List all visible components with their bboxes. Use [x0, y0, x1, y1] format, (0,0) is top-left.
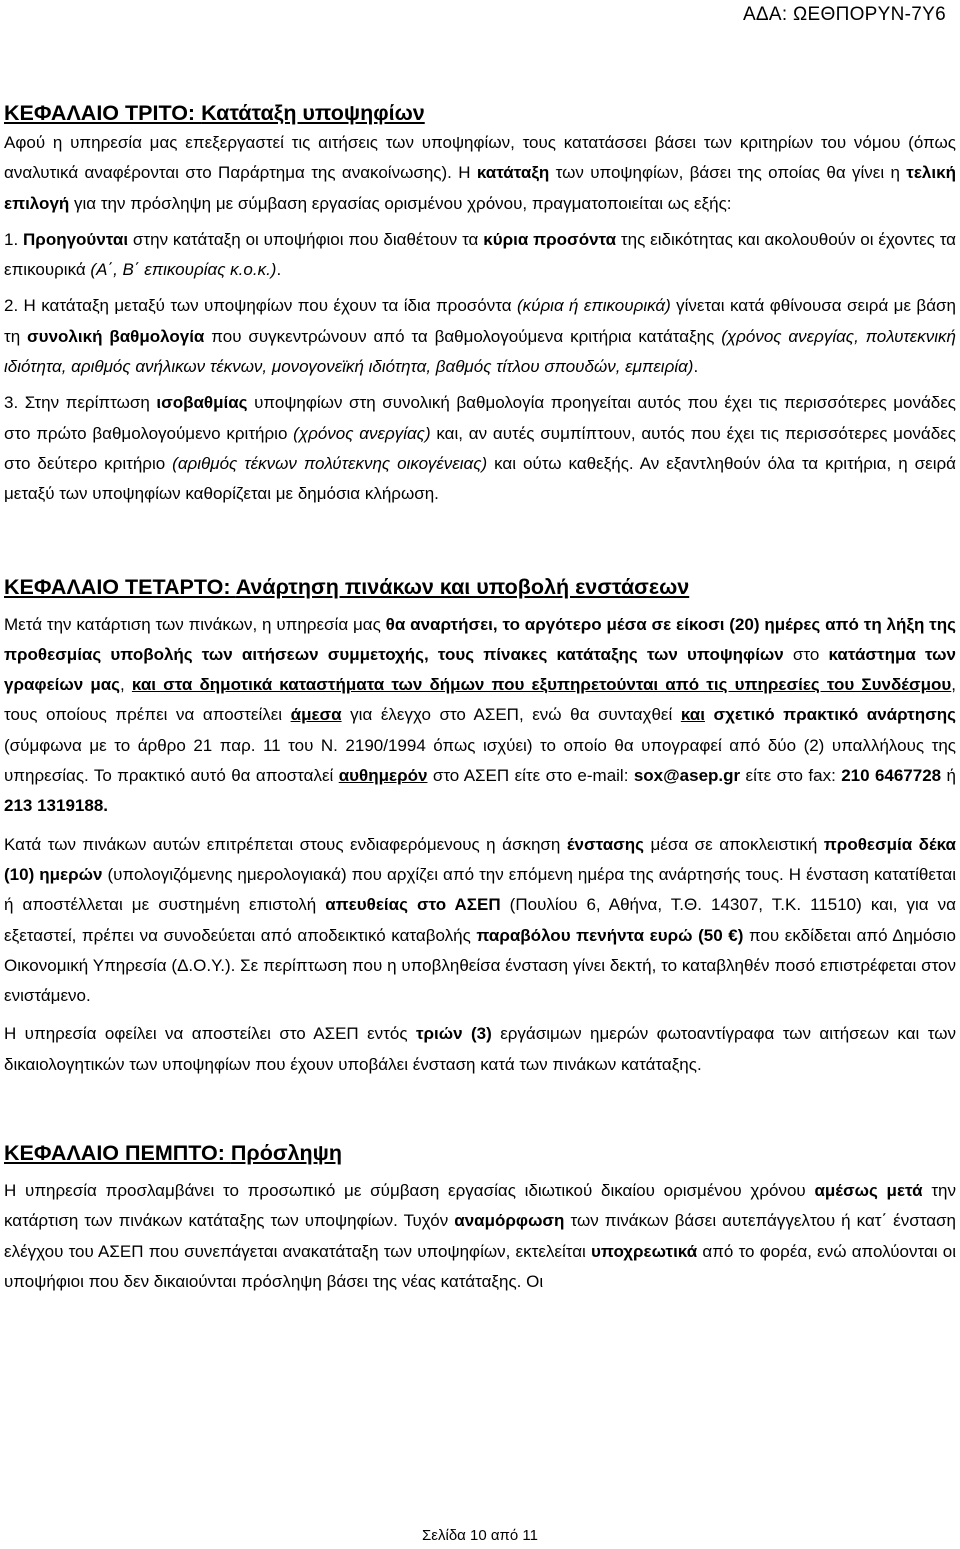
- bold-text: αμέσως μετά: [814, 1181, 923, 1201]
- text-span: από το φορέα, ενώ απολύονται οι υποψήφιοι που δεν δικαιούνται πρόσληψη βάσει της νέας κατάταξης. Οι: [4, 1241, 956, 1291]
- bold-text: τελική επιλογή: [4, 163, 956, 213]
- text-span: της ειδικότητας και ακολουθούν οι έχοντες τα επικουρικά: [4, 229, 956, 280]
- bold-text: θα αναρτήσει, το αργότερο μέσα σε είκοσι (20) ημέρες από τη λήξη της προθεσμίας υποβολής των αιτήσεων συμμετοχής, τους πίνακες κατάταξης των υποψηφίων: [4, 614, 956, 664]
- list-number: 1.: [4, 229, 24, 249]
- bold-text: παραβόλου πενήντα ευρώ (50 €): [476, 925, 744, 945]
- text-span: για έλεγχο στο ΑΣΕΠ, ενώ θα συνταχθεί: [341, 705, 681, 725]
- chapter-5-paragraph-1: [4, 1176, 956, 1297]
- text-span: ή: [941, 766, 956, 786]
- bold-text: κύρια προσόντα: [483, 229, 617, 249]
- text-span: μέσα σε αποκλειστική: [644, 834, 824, 854]
- text-span: και ούτω καθεξής. Αν εξαντληθούν όλα τα κριτήρια, η σειρά μεταξύ των υποψηφίων καθορίζεται με δημόσια κλήρωση.: [4, 453, 957, 504]
- text-span: των πινάκων βάσει αυτεπάγγελτου ή κατ΄ ένσταση ελέγχου του ΑΣΕΠ που συνεπάγεται ανακατάταξη των υποψηφίων, εκτελείται: [4, 1211, 956, 1261]
- bold-underlined-text: αυθημερόν: [338, 766, 428, 786]
- text-span: την κατάρτιση των πινάκων κατάταξης των υποψηφίων. Τυχόν: [4, 1181, 957, 1231]
- text-span: υποψηφίων στη συνολική βαθμολογία προηγείται αυτός που έχει τις περισσότερες μονάδες στο πρώτο βαθμολογούμενο κριτήριο: [4, 393, 957, 443]
- chapter-4-title: [4, 572, 956, 602]
- chapter-4-paragraph-2: [4, 830, 956, 1012]
- chapter-3-point-2: [4, 291, 956, 382]
- chapter-3-title-prefix: ΚΕΦΑΛΑΙΟ ΤΡΙΤΟ:: [4, 101, 202, 125]
- chapter-5-title-prefix: ΚΕΦΑΛΑΙΟ ΠΕΜΠΤΟ:: [4, 1141, 231, 1166]
- chapter-5-title: [4, 1138, 956, 1168]
- chapter-3-title-text: Κατάταξη υποψηφίων: [201, 101, 425, 125]
- italic-text: (χρόνος ανεργίας, πολυτεκνική ιδιότητα, αριθμός ανήλικων τέκνων, μονογονεϊκή ιδιότητα, βαθμός τίτλου σπουδών, εμπειρία): [4, 326, 956, 377]
- bold-text: κατάταξη: [476, 163, 550, 183]
- bold-text: υποχρεωτικά: [591, 1241, 698, 1261]
- bold-text: Προηγούνται: [23, 229, 129, 249]
- chapter-5-title-text: Πρόσληψη: [230, 1141, 342, 1166]
- text-span: που συγκεντρώνουν από τα βαθμολογούμενα κριτήρια κατάταξης: [204, 326, 722, 346]
- bold-text: αναμόρφωση: [454, 1211, 565, 1231]
- text-span: (σύμφωνα με το άρθρο 21 παρ. 11 του Ν. 2190/1994 όπως ισχύει) το οποίο θα υπογραφεί από δύο (2) υπαλλήλους της υπηρεσίας. Το πρακτικό αυτό θα αποσταλεί: [4, 735, 956, 786]
- bold-text: προθεσμία δέκα (10) ημερών: [4, 834, 956, 884]
- text-span: 3. Στην περίπτωση: [4, 393, 157, 413]
- text-span: (Πουλίου 6, Αθήνα, Τ.Θ. 14307, Τ.Κ. 11510) και, για να εξεταστεί, πρέπει να συνοδεύεται από αποδεικτικό καταβολής: [4, 895, 956, 945]
- text-span: [705, 705, 714, 724]
- bold-underlined-text: και στα δημοτικά καταστήματα των δήμων που εξυπηρετούνται από τις υπηρεσίες του Συνδέσμου: [131, 675, 952, 695]
- text-span: για την πρόσληψη με σύμβαση εργασίας ορισμένου χρόνου, πραγματοποιείται ως εξής:: [69, 193, 732, 213]
- chapter-4-title-prefix: ΚΕΦΑΛΑΙΟ ΤΕΤΑΡΤΟ:: [4, 574, 236, 599]
- text-span: είτε στο fax:: [740, 766, 842, 786]
- document-body: [4, 98, 956, 1297]
- text-span: , τους οποίους πρέπει να αποστείλει: [4, 675, 956, 725]
- text-span: των υποψηφίων, βάσει της οποίας θα γίνει η: [549, 163, 907, 183]
- text-span: Η υπηρεσία προσλαμβάνει το προσωπικό με σύμβαση εργασίας ιδιωτικού δικαίου ορισμένου χρόνου: [4, 1181, 815, 1201]
- text-span: στο ΑΣΕΠ είτε στο e-mail:: [427, 766, 634, 786]
- bold-text: ένστασης: [566, 834, 645, 854]
- bold-underlined-text: άμεσα: [290, 705, 342, 725]
- bold-underlined-text: και: [680, 705, 705, 725]
- fax-number: 210 6467728: [841, 766, 942, 786]
- text-span: και, αν αυτές συμπίπτουν, αυτός που έχει τις περισσότερες μονάδες στο δεύτερο κριτήριο: [4, 423, 956, 473]
- text-span: (υπολογιζόμενης ημερολογιακά) που αρχίζει από την επόμενη ημέρα της ανάρτησής τους. Η ένσταση κατατίθεται ή αποστέλλεται με συστημένη επιστολή: [4, 864, 957, 915]
- chapter-3-point-3: [4, 388, 956, 509]
- bold-text: σχετικό πρακτικό ανάρτησης: [713, 705, 956, 725]
- chapter-3-intro: [4, 128, 956, 219]
- fax-number: 213 1319188.: [4, 796, 108, 816]
- italic-text: (χρόνος ανεργίας): [293, 423, 431, 443]
- text-span: Η υπηρεσία οφείλει να αποστείλει στο ΑΣΕΠ εντός: [4, 1024, 416, 1044]
- chapter-4-paragraph-1: [4, 610, 956, 822]
- text-span: Μετά την κατάρτιση των πινάκων, η υπηρεσία μας: [4, 614, 386, 634]
- text-span: Κατά των πινάκων αυτών επιτρέπεται στους ενδιαφερόμενους η άσκηση: [4, 834, 567, 854]
- text-span: .: [693, 357, 699, 377]
- bold-text: απευθείας στο ΑΣΕΠ: [325, 895, 501, 915]
- text-span: .: [276, 260, 282, 280]
- text-span: ,: [120, 675, 132, 695]
- bold-text: ισοβαθμίας: [156, 393, 248, 413]
- chapter-4-paragraph-3: [4, 1019, 956, 1080]
- bold-text: κατάστημα των γραφείων μας: [4, 644, 956, 695]
- italic-text: (Α΄, Β΄ επικουρίας κ.ο.κ.): [90, 260, 277, 280]
- italic-text: (κύρια ή επικουρικά): [516, 296, 671, 316]
- text-span: στην κατάταξη οι υποψήφιοι που διαθέτουν τα: [128, 229, 484, 249]
- chapter-3-title: [4, 98, 956, 128]
- italic-text: (αριθμός τέκνων πολύτεκνης οικογένειας): [172, 453, 488, 473]
- text-span: γίνεται κατά φθίνουσα σειρά με βάση τη: [4, 296, 956, 346]
- bold-text: συνολική βαθμολογία: [27, 326, 205, 346]
- email-address: sox@asep.gr: [633, 766, 741, 786]
- document-id: ΑΔΑ: ΩΕΘΠΟΡΥΝ-7Υ6: [742, 4, 946, 25]
- text-span: στο: [783, 644, 829, 664]
- chapter-3-point-1: [4, 225, 956, 286]
- chapter-4-title-text: Ανάρτηση πινάκων και υποβολή ενστάσεων: [235, 574, 690, 599]
- page-number: Σελίδα 10 από 11: [422, 1527, 538, 1544]
- bold-text: τριών (3): [415, 1024, 492, 1044]
- text-span: Αφού η υπηρεσία μας επεξεργαστεί τις αιτήσεις των υποψηφίων, τους κατατάσσει βάσει των κριτηρίων του νόμου (όπως αναλυτικά αναφέρονται στο Παράρτημα της ανακοίνωσης). Η: [4, 133, 956, 183]
- text-span: που εκδίδεται από Δημόσιο Οικονομική Υπηρεσία (Δ.Ο.Υ.). Σε περίπτωση που η υποβληθείσα ένσταση γίνει δεκτή, το καταβληθέν ποσό επιστρέφεται στον ενιστάμενο.: [4, 925, 957, 1006]
- text-span: εργάσιμων ημερών φωτοαντίγραφα των αιτήσεων και των δικαιολογητικών των υποψηφίων που έχουν υποβάλει ένσταση κατά των πινάκων κατάταξης.: [4, 1024, 956, 1074]
- text-span: 2. Η κατάταξη μεταξύ των υποψηφίων που έχουν τα ίδια προσόντα: [4, 296, 517, 316]
